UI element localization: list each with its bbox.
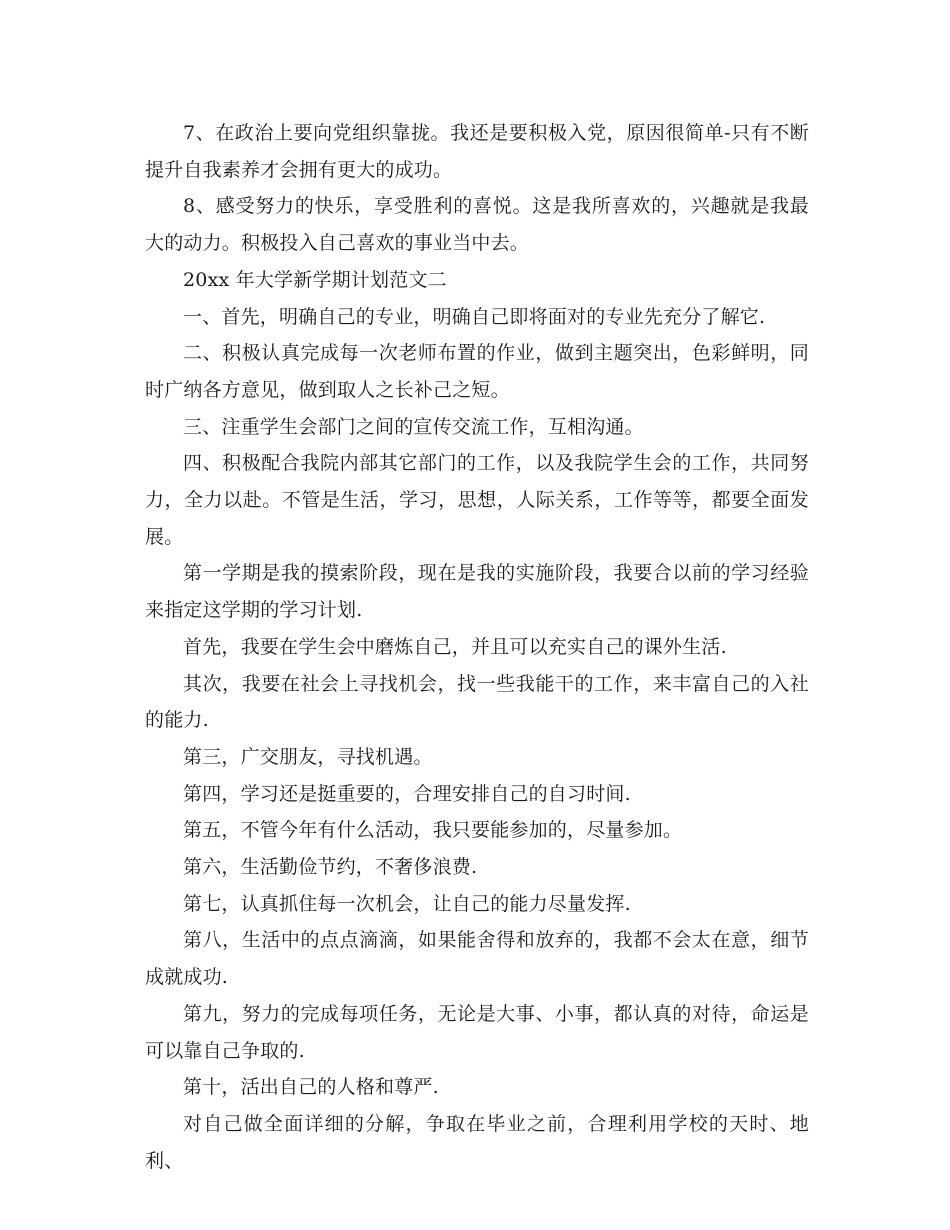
section-heading: 20xx 年大学新学期计划范文二: [183, 268, 447, 291]
paragraph-self-analysis: 对自己做全面详细的分解，争取在毕业之前，合理利用学校的天时、地利、: [145, 1112, 809, 1172]
paragraph-eighth: 第八，生活中的点点滴滴，如果能舍得和放弃的，我都不会太在意，细节成就成功.: [145, 929, 809, 989]
paragraph-tenth: 第十，活出自己的人格和尊严.: [183, 1076, 439, 1099]
paragraph-first-semester: 第一学期是我的摸索阶段，现在是我的实施阶段，我要合以前的学习经验来指定这学期的学习计划.: [145, 562, 809, 622]
paragraph-item-2: 二、积极认真完成每一次老师布置的作业，做到主题突出，色彩鲜明，同时广纳各方意见，做到取人之长补己之短。: [145, 342, 809, 401]
paragraph-item-1: 一、首先，明确自己的专业，明确自己即将面对的专业先充分了解它.: [183, 305, 766, 328]
paragraph-ninth: 第九，努力的完成每项任务，无论是大事、小事，都认真的对待，命运是可以靠自己争取的.: [145, 1002, 809, 1062]
paragraph-first: 首先，我要在学生会中磨炼自己，并且可以充实自己的课外生活.: [183, 635, 727, 658]
paragraph-second: 其次，我要在社会上寻找机会，找一些我能干的工作，来丰富自己的入社的能力.: [145, 672, 809, 732]
paragraph-sixth: 第六，生活勤俭节约，不奢侈浪费.: [183, 856, 478, 879]
paragraph-fourth: 第四，学习还是挺重要的，合理安排自己的自习时间.: [183, 782, 631, 805]
paragraph-8-enjoy-effort: 8、感受努力的快乐，享受胜利的喜悦。这是我所喜欢的，兴趣就是我最大的动力。积极投入自己喜欢的事业当中去。: [145, 195, 809, 255]
paragraph-third: 第三，广交朋友，寻找机遇。: [183, 745, 433, 768]
paragraph-fifth: 第五，不管今年有什么活动，我只要能参加的，尽量参加。: [183, 819, 683, 842]
paragraph-7-politics: 7、在政治上要向党组织靠拢。我还是要积极入党，原因很简单-只有不断提升自我素养才会拥有更大的成功。: [145, 122, 809, 181]
document-body: [145, 115, 809, 1179]
paragraph-seventh: 第七，认真抓住每一次机会，让自己的能力尽量发挥.: [183, 892, 631, 915]
paragraph-item-3: 三、注重学生会部门之间的宣传交流工作，互相沟通。: [183, 415, 644, 438]
paragraph-item-4: 四、积极配合我院内部其它部门的工作，以及我院学生会的工作，共同努力，全力以赴。不管是生活，学习，思想，人际关系，工作等等，都要全面发展。: [145, 452, 809, 548]
